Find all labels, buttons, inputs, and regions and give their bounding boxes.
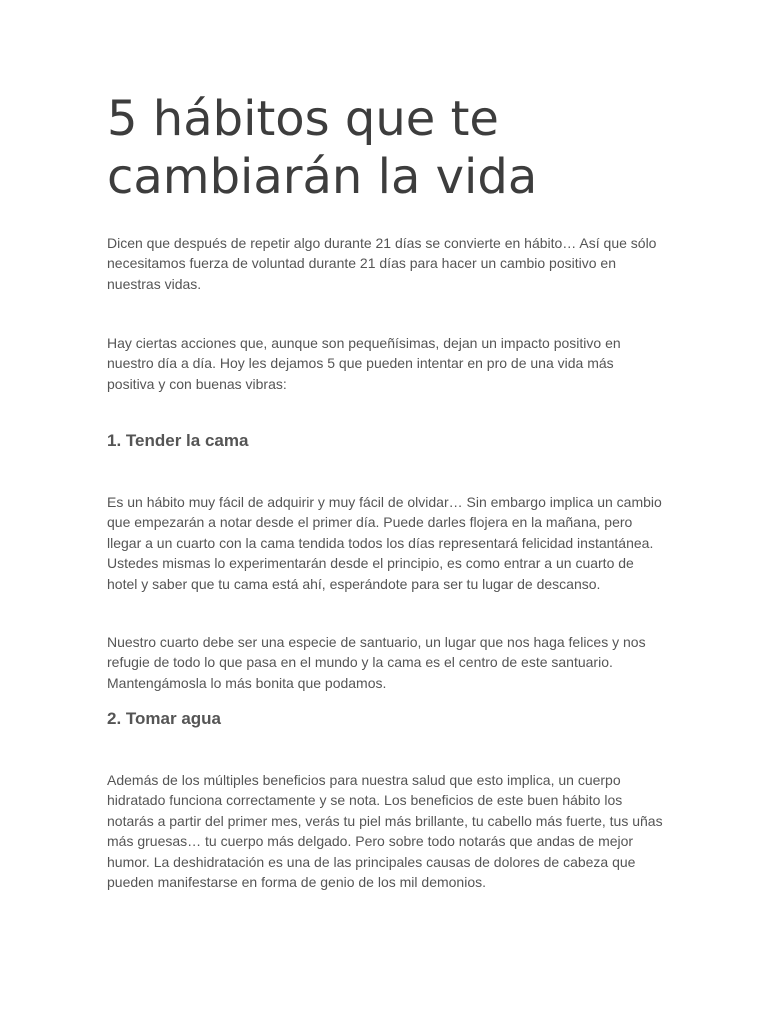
intro-paragraph-2: Hay ciertas acciones que, aunque son pequeñísimas, dejan un impacto positivo en nuestro día a día. Hoy les dejamos 5 que pueden intentar en pro de una vida más positiva y con buenas vibras: <box>107 335 621 392</box>
section-1-paragraph-1: Es un hábito muy fácil de adquirir y muy fácil de olvidar… Sin embargo implica un cambio que empezarán a notar desde el primer día. Puede darles flojera en la mañana, pero llegar a un cuarto con la cama tendida todos los días representará felicidad instantánea. Ustedes mismas lo experimentarán desde el principio, es como entrar a un cuarto de hotel y saber que tu cama está ahí, esperándote para ser tu lugar de descanso. <box>107 494 662 592</box>
intro-paragraph-1: Dicen que después de repetir algo durante 21 días se convierte en hábito… Así que sólo necesitamos fuerza de voluntad durante 21 días para hacer un cambio positivo en nuestras vidas. <box>107 235 657 292</box>
section-heading-1: 1. Tender la cama <box>107 431 249 450</box>
section-heading-2: 2. Tomar agua <box>107 709 221 728</box>
section-1-paragraph-2: Nuestro cuarto debe ser una especie de santuario, un lugar que nos haga felices y nos refugie de todo lo que pasa en el mundo y la cama es el centro de este santuario. Mantengámosla lo más bonita que podamos. <box>107 634 646 691</box>
section-2-paragraph-1: Además de los múltiples beneficios para nuestra salud que esto implica, un cuerpo hidratado funciona correctamente y se nota. Los beneficios de este buen hábito los notarás a partir del primer mes, verás tu piel más brillante, tu cabello más fuerte, tus uñas más gruesas… tu cuerpo más delgado. Pero sobre todo notarás que andas de mejor humor. La deshidratación es una de las principales causas de dolores de cabeza que pueden manifestarse en forma de genio de los mil demonios. <box>107 772 663 891</box>
article-title: 5 hábitos que te cambiarán la vida <box>107 91 538 205</box>
